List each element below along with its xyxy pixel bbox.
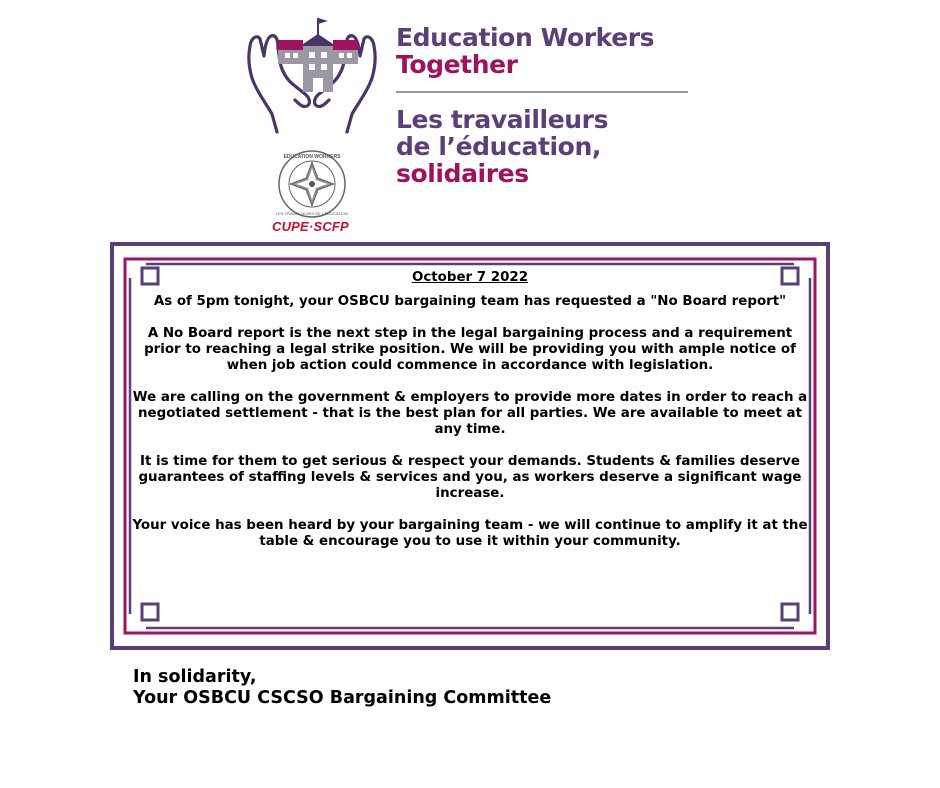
notice-paragraph: A No Board report is the next step in the legal bargaining process and a requirement prior to reaching a legal strike position. We will be providing you with ample notice of when job action could commence in accordance with legislation. — [144, 326, 796, 373]
signoff-line1: In solidarity, — [133, 667, 257, 687]
signoff-line2: Your OSBCU CSCSO Bargaining Committee — [133, 688, 552, 708]
corner-ornament-bl — [142, 604, 158, 620]
logo-title-fr-line2: de l’éducation, — [396, 132, 601, 161]
notice-paragraph: Your voice has been heard by your bargaining team - we will continue to amplify it at the table & encourage you to use it within your community. — [132, 518, 808, 549]
logo-title-fr-line1: Les travailleurs — [396, 105, 609, 134]
logo-title-en-line1: Education Workers — [396, 23, 655, 52]
cupe-seal-icon — [276, 151, 348, 217]
seal-bottom-text: LES TRAVAILLEURS DE L’ÉDUCATION — [276, 211, 348, 216]
notice-date: October 7 2022 — [411, 270, 529, 285]
logo-title-en-line2: Together — [396, 50, 518, 79]
corner-ornament-br — [782, 604, 798, 620]
seal-top-text: EDUCATION WORKERS — [283, 154, 341, 160]
notice-body — [130, 270, 810, 566]
education-workers-logo — [247, 12, 377, 237]
logo-wordmark — [396, 24, 696, 187]
cupe-label: CUPE·SCFP — [272, 219, 349, 234]
notice-paragraph: As of 5pm tonight, your OSBCU bargaining team has requested a "No Board report" — [153, 294, 787, 309]
signoff — [133, 667, 551, 709]
notice-paragraph: It is time for them to get serious & respect your demands. Students & families deserve guarantees of staffing levels & services and you, as workers deserve a significant wage increase. — [138, 454, 802, 501]
logo-title-fr-line3: solidaires — [396, 159, 529, 188]
notice-paragraph: We are calling on the government & employers to provide more dates in order to reach a negotiated settlement - that is the best plan for all parties. We are available to meet at any time. — [132, 390, 808, 437]
logo-divider — [396, 91, 688, 93]
